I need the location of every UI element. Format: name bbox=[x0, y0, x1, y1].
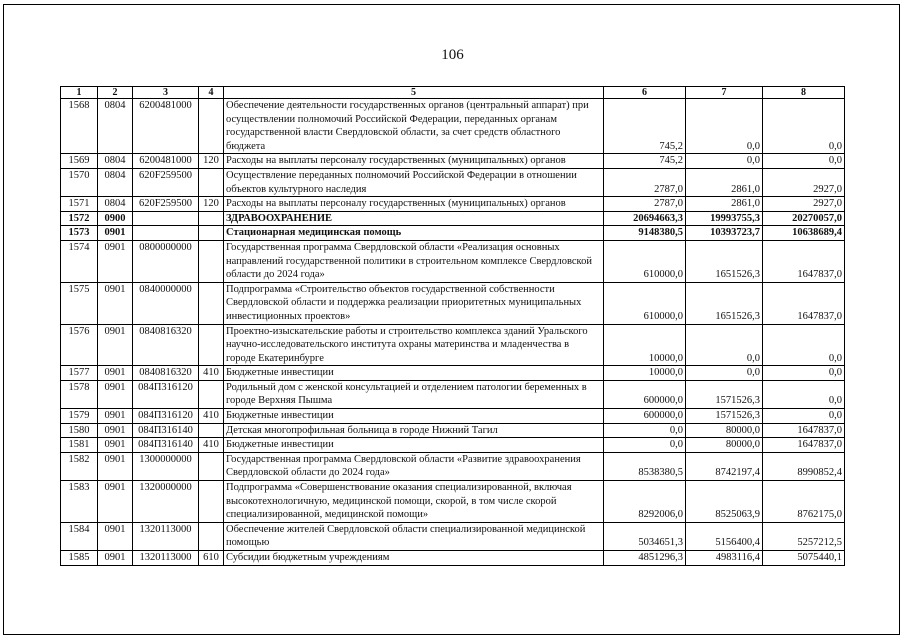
section-code-cell: 0901 bbox=[98, 282, 133, 324]
description-cell: Бюджетные инвестиции bbox=[224, 438, 604, 453]
expense-type-cell bbox=[199, 99, 224, 154]
amount-col6-cell: 8292006,0 bbox=[604, 481, 686, 523]
section-code-cell: 0804 bbox=[98, 197, 133, 212]
amount-col7-cell: 2861,0 bbox=[686, 197, 763, 212]
amount-col8-cell: 0,0 bbox=[763, 324, 845, 366]
row-number-cell: 1583 bbox=[61, 481, 98, 523]
header-cell: 1 bbox=[61, 87, 98, 99]
row-number-cell: 1577 bbox=[61, 366, 98, 381]
header-cell: 3 bbox=[133, 87, 199, 99]
expense-type-cell: 410 bbox=[199, 366, 224, 381]
row-number-cell: 1572 bbox=[61, 211, 98, 226]
amount-col7-cell: 4983116,4 bbox=[686, 551, 763, 566]
amount-col7-cell: 80000,0 bbox=[686, 423, 763, 438]
amount-col7-cell: 1651526,3 bbox=[686, 282, 763, 324]
target-article-cell: 1300000000 bbox=[133, 452, 199, 480]
amount-col6-cell: 610000,0 bbox=[604, 282, 686, 324]
row-number-cell: 1579 bbox=[61, 409, 98, 424]
description-cell: Родильный дом с женской консультацией и отделением патологии беременных в городе Верхняя Пышма bbox=[224, 380, 604, 408]
target-article-cell: 084П316120 bbox=[133, 409, 199, 424]
expense-type-cell bbox=[199, 240, 224, 282]
header-row bbox=[61, 87, 845, 99]
target-article-cell: 6200481000 bbox=[133, 154, 199, 169]
table-row bbox=[61, 481, 845, 523]
expense-type-cell bbox=[199, 380, 224, 408]
row-number-cell: 1568 bbox=[61, 99, 98, 154]
target-article-cell: 1320000000 bbox=[133, 481, 199, 523]
target-article-cell: 1320113000 bbox=[133, 522, 199, 550]
description-cell: Расходы на выплаты персоналу государственных (муниципальных) органов bbox=[224, 197, 604, 212]
section-code-cell: 0901 bbox=[98, 226, 133, 241]
amount-col7-cell: 0,0 bbox=[686, 99, 763, 154]
section-code-cell: 0804 bbox=[98, 154, 133, 169]
target-article-cell: 620F259500 bbox=[133, 197, 199, 212]
amount-col8-cell: 10638689,4 bbox=[763, 226, 845, 241]
amount-col7-cell: 8525063,9 bbox=[686, 481, 763, 523]
table-row bbox=[61, 168, 845, 196]
expense-type-cell bbox=[199, 211, 224, 226]
budget-table bbox=[60, 86, 845, 566]
description-cell: Подпрограмма «Строительство объектов государственной собственности Свердловской области и поддержка реализации приоритетных муниципальных инвестиционных проектов» bbox=[224, 282, 604, 324]
header-cell: 7 bbox=[686, 87, 763, 99]
section-code-cell: 0901 bbox=[98, 380, 133, 408]
description-cell: Подпрограмма «Совершенствование оказания специализированной, включая высокотехнологичную, медицинской помощи, скорой, в том числе скорой специализированной, медицинской помощи» bbox=[224, 481, 604, 523]
amount-col8-cell: 2927,0 bbox=[763, 168, 845, 196]
row-number-cell: 1571 bbox=[61, 197, 98, 212]
amount-col7-cell: 8742197,4 bbox=[686, 452, 763, 480]
amount-col6-cell: 745,2 bbox=[604, 99, 686, 154]
amount-col7-cell: 19993755,3 bbox=[686, 211, 763, 226]
table-row bbox=[61, 551, 845, 566]
table-row bbox=[61, 211, 845, 226]
description-cell: Осуществление переданных полномочий Российской Федерации в отношении объектов культурного наследия bbox=[224, 168, 604, 196]
amount-col6-cell: 610000,0 bbox=[604, 240, 686, 282]
expense-type-cell: 120 bbox=[199, 197, 224, 212]
amount-col6-cell: 8538380,5 bbox=[604, 452, 686, 480]
amount-col6-cell: 745,2 bbox=[604, 154, 686, 169]
description-cell: Обеспечение деятельности государственных органов (центральный аппарат) при осуществлении полномочий Российской Федерации, переданных органам государственной власти Свердловской области, за счет средств областного бюджета bbox=[224, 99, 604, 154]
target-article-cell: 0840816320 bbox=[133, 324, 199, 366]
amount-col7-cell: 1651526,3 bbox=[686, 240, 763, 282]
description-cell: Обеспечение жителей Свердловской области специализированной медицинской помощью bbox=[224, 522, 604, 550]
expense-type-cell bbox=[199, 226, 224, 241]
amount-col8-cell: 8762175,0 bbox=[763, 481, 845, 523]
amount-col6-cell: 0,0 bbox=[604, 423, 686, 438]
amount-col7-cell: 1571526,3 bbox=[686, 409, 763, 424]
table-row bbox=[61, 282, 845, 324]
section-code-cell: 0901 bbox=[98, 522, 133, 550]
row-number-cell: 1570 bbox=[61, 168, 98, 196]
amount-col6-cell: 10000,0 bbox=[604, 366, 686, 381]
target-article-cell: 0840000000 bbox=[133, 282, 199, 324]
expense-type-cell: 120 bbox=[199, 154, 224, 169]
description-cell: Государственная программа Свердловской области «Реализация основных направлений государственной политики в строительном комплексе Свердловской области до 2024 года» bbox=[224, 240, 604, 282]
header-cell: 2 bbox=[98, 87, 133, 99]
expense-type-cell bbox=[199, 522, 224, 550]
amount-col8-cell: 0,0 bbox=[763, 380, 845, 408]
target-article-cell: 0800000000 bbox=[133, 240, 199, 282]
description-cell: Стационарная медицинская помощь bbox=[224, 226, 604, 241]
expense-type-cell bbox=[199, 481, 224, 523]
amount-col7-cell: 0,0 bbox=[686, 366, 763, 381]
expense-type-cell bbox=[199, 452, 224, 480]
header-cell: 6 bbox=[604, 87, 686, 99]
expense-type-cell: 410 bbox=[199, 438, 224, 453]
table-row bbox=[61, 409, 845, 424]
target-article-cell: 084П316140 bbox=[133, 438, 199, 453]
amount-col8-cell: 5075440,1 bbox=[763, 551, 845, 566]
table-row bbox=[61, 197, 845, 212]
amount-col8-cell: 20270057,0 bbox=[763, 211, 845, 226]
section-code-cell: 0901 bbox=[98, 423, 133, 438]
target-article-cell: 1320113000 bbox=[133, 551, 199, 566]
table-row bbox=[61, 366, 845, 381]
section-code-cell: 0901 bbox=[98, 366, 133, 381]
section-code-cell: 0901 bbox=[98, 240, 133, 282]
description-cell: Расходы на выплаты персоналу государственных (муниципальных) органов bbox=[224, 154, 604, 169]
expense-type-cell bbox=[199, 324, 224, 366]
amount-col6-cell: 600000,0 bbox=[604, 409, 686, 424]
target-article-cell: 6200481000 bbox=[133, 99, 199, 154]
section-code-cell: 0901 bbox=[98, 438, 133, 453]
description-cell: Бюджетные инвестиции bbox=[224, 366, 604, 381]
row-number-cell: 1574 bbox=[61, 240, 98, 282]
target-article-cell: 620F259500 bbox=[133, 168, 199, 196]
amount-col6-cell: 9148380,5 bbox=[604, 226, 686, 241]
amount-col7-cell: 0,0 bbox=[686, 324, 763, 366]
section-code-cell: 0901 bbox=[98, 481, 133, 523]
table-row bbox=[61, 423, 845, 438]
amount-col6-cell: 2787,0 bbox=[604, 168, 686, 196]
table-row bbox=[61, 99, 845, 154]
section-code-cell: 0901 bbox=[98, 324, 133, 366]
row-number-cell: 1581 bbox=[61, 438, 98, 453]
amount-col6-cell: 4851296,3 bbox=[604, 551, 686, 566]
description-cell: Субсидии бюджетным учреждениям bbox=[224, 551, 604, 566]
row-number-cell: 1580 bbox=[61, 423, 98, 438]
amount-col8-cell: 2927,0 bbox=[763, 197, 845, 212]
amount-col6-cell: 0,0 bbox=[604, 438, 686, 453]
target-article-cell: 084П316120 bbox=[133, 380, 199, 408]
amount-col8-cell: 1647837,0 bbox=[763, 423, 845, 438]
section-code-cell: 0804 bbox=[98, 99, 133, 154]
expense-type-cell bbox=[199, 423, 224, 438]
description-cell: Государственная программа Свердловской области «Развитие здравоохранения Свердловской области до 2024 года» bbox=[224, 452, 604, 480]
table-row bbox=[61, 522, 845, 550]
section-code-cell: 0901 bbox=[98, 452, 133, 480]
expense-type-cell bbox=[199, 282, 224, 324]
table-row bbox=[61, 154, 845, 169]
amount-col6-cell: 600000,0 bbox=[604, 380, 686, 408]
amount-col8-cell: 1647837,0 bbox=[763, 438, 845, 453]
row-number-cell: 1569 bbox=[61, 154, 98, 169]
table-row bbox=[61, 438, 845, 453]
amount-col8-cell: 0,0 bbox=[763, 409, 845, 424]
expense-type-cell: 610 bbox=[199, 551, 224, 566]
amount-col8-cell: 0,0 bbox=[763, 366, 845, 381]
amount-col8-cell: 0,0 bbox=[763, 99, 845, 154]
amount-col7-cell: 2861,0 bbox=[686, 168, 763, 196]
target-article-cell: 084П316140 bbox=[133, 423, 199, 438]
section-code-cell: 0901 bbox=[98, 409, 133, 424]
table-row bbox=[61, 452, 845, 480]
section-code-cell: 0901 bbox=[98, 551, 133, 566]
table-row bbox=[61, 380, 845, 408]
amount-col7-cell: 80000,0 bbox=[686, 438, 763, 453]
row-number-cell: 1584 bbox=[61, 522, 98, 550]
page-number: 106 bbox=[441, 47, 464, 63]
amount-col8-cell: 1647837,0 bbox=[763, 282, 845, 324]
amount-col6-cell: 5034651,3 bbox=[604, 522, 686, 550]
description-cell: ЗДРАВООХРАНЕНИЕ bbox=[224, 211, 604, 226]
row-number-cell: 1585 bbox=[61, 551, 98, 566]
table-row bbox=[61, 226, 845, 241]
table-row bbox=[61, 240, 845, 282]
expense-type-cell bbox=[199, 168, 224, 196]
section-code-cell: 0900 bbox=[98, 211, 133, 226]
header-cell: 5 bbox=[224, 87, 604, 99]
amount-col6-cell: 10000,0 bbox=[604, 324, 686, 366]
amount-col8-cell: 8990852,4 bbox=[763, 452, 845, 480]
table-row bbox=[61, 324, 845, 366]
header-cell: 8 bbox=[763, 87, 845, 99]
row-number-cell: 1575 bbox=[61, 282, 98, 324]
expense-type-cell: 410 bbox=[199, 409, 224, 424]
row-number-cell: 1582 bbox=[61, 452, 98, 480]
target-article-cell bbox=[133, 211, 199, 226]
amount-col8-cell: 1647837,0 bbox=[763, 240, 845, 282]
description-cell: Проектно-изыскательские работы и строительство комплекса зданий Уральского научно-исследовательского института охраны материнства и младенчества в городе Екатеринбурге bbox=[224, 324, 604, 366]
row-number-cell: 1578 bbox=[61, 380, 98, 408]
amount-col6-cell: 20694663,3 bbox=[604, 211, 686, 226]
amount-col7-cell: 5156400,4 bbox=[686, 522, 763, 550]
target-article-cell bbox=[133, 226, 199, 241]
amount-col8-cell: 5257212,5 bbox=[763, 522, 845, 550]
row-number-cell: 1576 bbox=[61, 324, 98, 366]
description-cell: Детская многопрофильная больница в городе Нижний Тагил bbox=[224, 423, 604, 438]
amount-col7-cell: 0,0 bbox=[686, 154, 763, 169]
section-code-cell: 0804 bbox=[98, 168, 133, 196]
row-number-cell: 1573 bbox=[61, 226, 98, 241]
amount-col8-cell: 0,0 bbox=[763, 154, 845, 169]
amount-col6-cell: 2787,0 bbox=[604, 197, 686, 212]
amount-col7-cell: 10393723,7 bbox=[686, 226, 763, 241]
target-article-cell: 0840816320 bbox=[133, 366, 199, 381]
amount-col7-cell: 1571526,3 bbox=[686, 380, 763, 408]
description-cell: Бюджетные инвестиции bbox=[224, 409, 604, 424]
header-cell: 4 bbox=[199, 87, 224, 99]
